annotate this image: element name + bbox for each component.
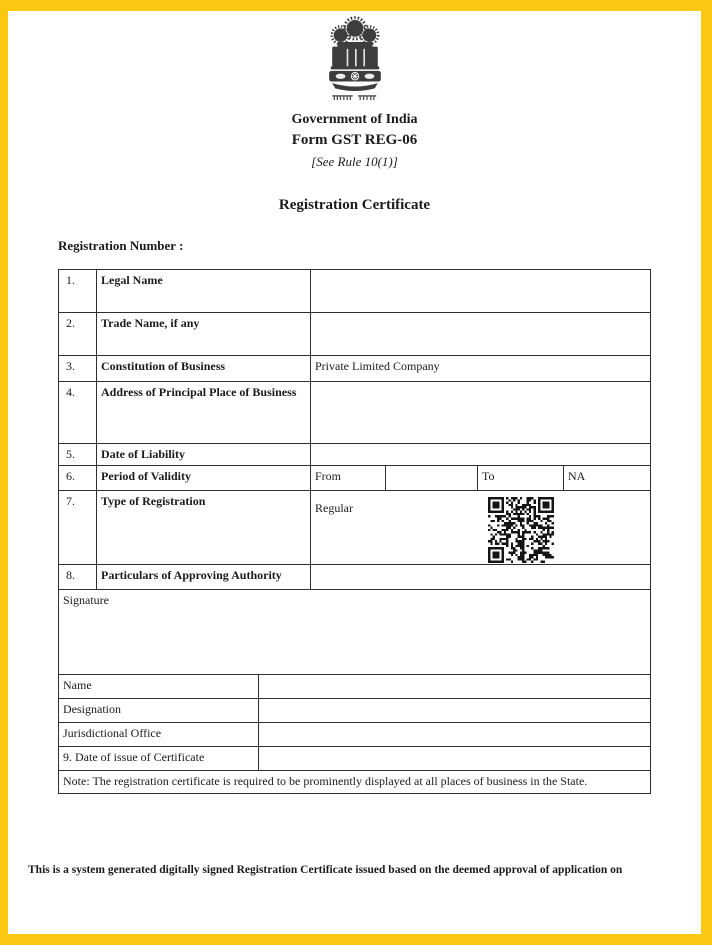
row-value: Private Limited Company xyxy=(311,356,651,382)
row-value xyxy=(311,444,651,466)
row-label: Type of Registration xyxy=(97,491,311,565)
table-row-trade-name xyxy=(59,313,651,356)
row-number: 5. xyxy=(59,444,97,466)
table-row-type-of-registration xyxy=(59,491,651,565)
row-number: 4. xyxy=(59,382,97,444)
table-row-name xyxy=(59,675,651,699)
row-label: Legal Name xyxy=(97,270,311,313)
signature-table xyxy=(58,589,651,794)
field-label: Jurisdictional Office xyxy=(59,723,259,747)
table-row-legal-name xyxy=(59,270,651,313)
government-heading: Government of India xyxy=(291,112,418,127)
table-row-address xyxy=(59,382,651,444)
validity-to-label: To xyxy=(478,466,564,491)
row-label: Trade Name, if any xyxy=(97,313,311,356)
table-row-constitution xyxy=(59,356,651,382)
field-value xyxy=(259,747,651,771)
note-text: Note: The registration certificate is required to be prominently displayed at all places of business in the State. xyxy=(59,771,651,794)
row-label: Period of Validity xyxy=(97,466,311,491)
row-label: Constitution of Business xyxy=(97,356,311,382)
registration-type-value: Regular xyxy=(315,501,353,515)
certificate-tables xyxy=(58,269,651,794)
row-number: 3. xyxy=(59,356,97,382)
qr-code xyxy=(487,497,555,563)
main-table xyxy=(58,269,651,590)
table-row-period-of-validity xyxy=(59,466,651,491)
row-label: Date of Liability xyxy=(97,444,311,466)
field-value xyxy=(259,723,651,747)
field-label: Designation xyxy=(59,699,259,723)
satyameva-jayate-caption xyxy=(332,95,376,100)
row-number: 6. xyxy=(59,466,97,491)
table-row-approving-authority xyxy=(59,565,651,590)
india-national-emblem-icon xyxy=(317,13,393,103)
row-number: 2. xyxy=(59,313,97,356)
field-value xyxy=(259,699,651,723)
form-name-heading: Form GST REG-06 xyxy=(291,132,418,148)
row-number: 1. xyxy=(59,270,97,313)
validity-to-value: NA xyxy=(564,466,651,491)
validity-from-value xyxy=(386,466,478,491)
signature-row xyxy=(59,590,651,675)
row-value xyxy=(311,270,651,313)
field-label: Name xyxy=(59,675,259,699)
table-row-designation xyxy=(59,699,651,723)
signature-label: Signature xyxy=(59,590,651,675)
row-value xyxy=(311,313,651,356)
row-label: Particulars of Approving Authority xyxy=(97,565,311,590)
row-number: 8. xyxy=(59,565,97,590)
footer-statement: This is a system generated digitally signed Registration Certificate issued based on the deemed approval of application on xyxy=(28,864,623,876)
row-value xyxy=(311,565,651,590)
note-row xyxy=(59,771,651,794)
registration-number-label: Registration Number : xyxy=(58,238,184,253)
table-row-date-of-liability xyxy=(59,444,651,466)
field-label: 9. Date of issue of Certificate xyxy=(59,747,259,771)
row-label: Address of Principal Place of Business xyxy=(97,382,311,444)
row-number: 7. xyxy=(59,491,97,565)
row-value xyxy=(311,382,651,444)
rule-reference: [See Rule 10(1)] xyxy=(311,154,398,169)
table-row-jurisdictional-office xyxy=(59,723,651,747)
validity-from-label: From xyxy=(311,466,386,491)
row-value-cell xyxy=(311,491,651,565)
field-value xyxy=(259,675,651,699)
table-row-date-of-issue xyxy=(59,747,651,771)
certificate-title: Registration Certificate xyxy=(278,197,431,213)
